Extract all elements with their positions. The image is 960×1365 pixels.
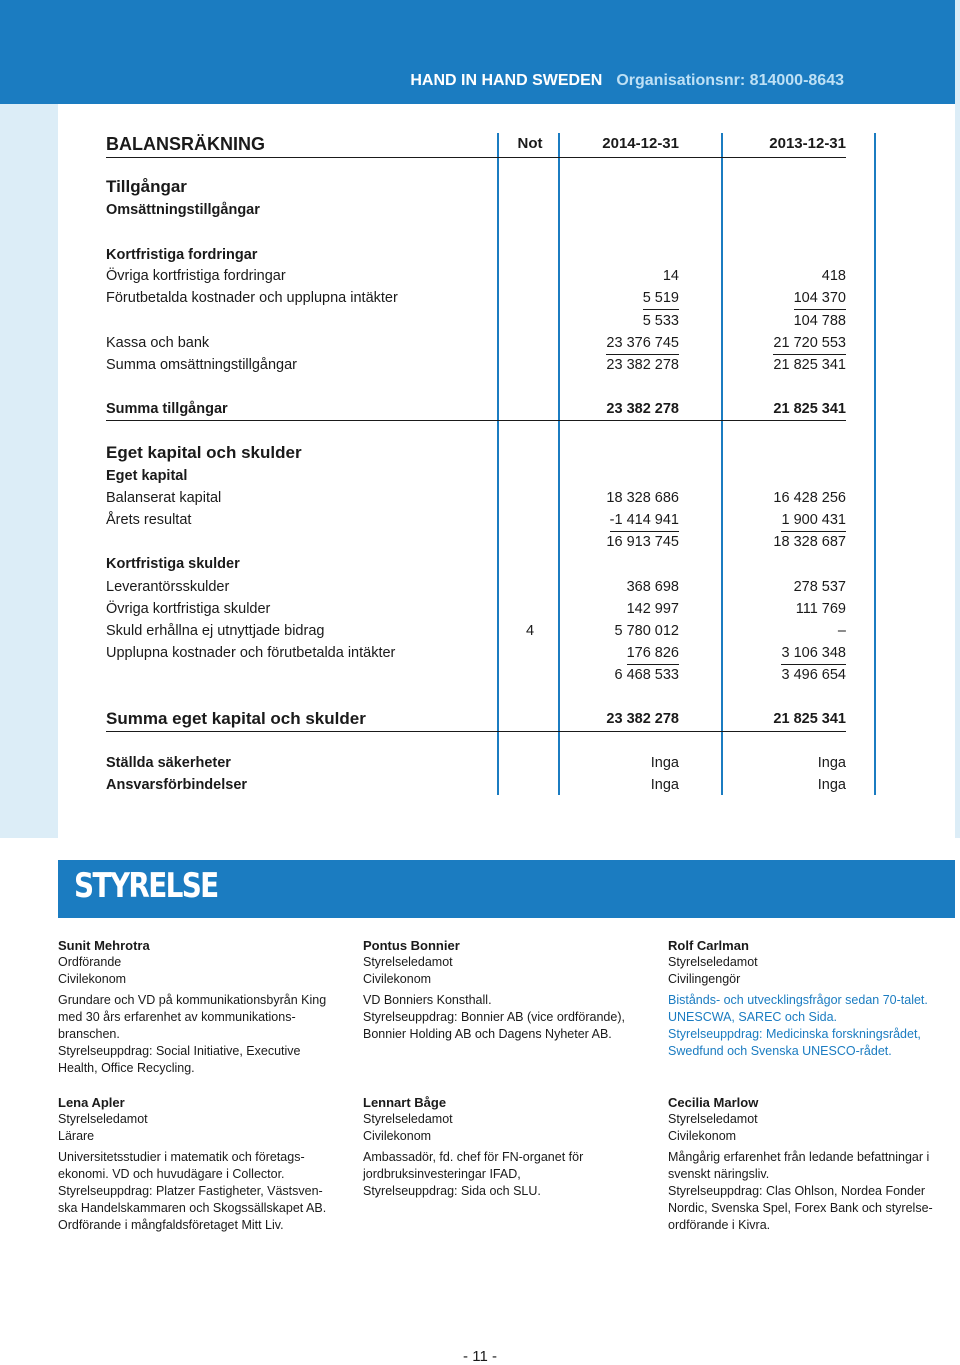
desc-line: Styrelseuppdrag: Clas Ohlson, Nordea Fonder (668, 1184, 926, 1198)
desc-line: Nordic, Svenska Spel, Forex Bank och styrelse- (668, 1201, 933, 1215)
member-name: Sunit Mehrotra (58, 938, 150, 953)
value-2013: 3 106 348 (781, 642, 846, 665)
value-2014: 23 382 278 (606, 711, 679, 727)
value-2013: 1 900 431 (781, 509, 846, 532)
value-2013: 21 720 553 (773, 332, 846, 355)
desc-line: Swedfund och Svenska UNESCO-rådet. (668, 1044, 892, 1058)
value-2013: 278 537 (793, 579, 846, 595)
member-role: Ordförande (58, 955, 122, 969)
member-name: Cecilia Marlow (668, 1095, 759, 1110)
column-divider (497, 133, 499, 795)
member-description (363, 1149, 653, 1200)
row-label: Skuld erhållna ej utnyttjade bidrag (106, 623, 325, 639)
member-education: Civilekonom (668, 1129, 737, 1143)
value-2013: 104 788 (793, 313, 846, 329)
member-education: Lärare (58, 1129, 95, 1143)
member-education: Civilekonom (58, 972, 127, 986)
table-row (106, 664, 846, 686)
member-role: Styrelseledamot (668, 955, 758, 969)
value-2013: 18 328 687 (773, 534, 846, 550)
row-label: Övriga kortfristiga fordringar (106, 268, 286, 284)
row-label: Upplupna kostnader och förutbetalda intäkter (106, 645, 396, 661)
row-label: Årets resultat (106, 512, 192, 528)
member-role: Styrelseledamot (58, 1112, 148, 1126)
member-role: Styrelseledamot (363, 955, 453, 969)
row-label: Ansvarsförbindelser (106, 777, 248, 793)
member-name: Lena Apler (58, 1095, 125, 1110)
value-2014: 5 519 (643, 287, 679, 310)
value-2014: 18 328 686 (606, 490, 679, 506)
table-row (106, 509, 846, 531)
balance-title: BALANSRÄKNING (106, 134, 265, 154)
value-2013: Inga (817, 777, 846, 793)
table-row (106, 620, 846, 642)
row-label: Förutbetalda kostnader och upplupna intäkter (106, 290, 398, 306)
desc-line: Styrelseuppdrag: Medicinska forskningsrådet, (668, 1027, 921, 1041)
row-label: Kassa och bank (106, 335, 210, 351)
col-2013-header: 2013-12-31 (769, 135, 846, 152)
value-2014: 5 780 012 (614, 623, 679, 639)
table-row (106, 265, 846, 287)
value-2014: Inga (650, 755, 679, 771)
value-2013: 3 496 654 (781, 667, 846, 683)
desc-line: UNESCWA, SAREC och Sida. (668, 1010, 838, 1024)
desc-line: VD Bonniers Konsthall. (363, 993, 492, 1007)
value-2013: 21 825 341 (773, 711, 846, 727)
table-row (106, 310, 846, 332)
board-member (363, 937, 653, 1043)
value-2014: 5 533 (642, 313, 679, 329)
table-row (106, 465, 846, 487)
row-label: Leverantörsskulder (106, 579, 230, 595)
desc-line: Universitetsstudier i matematik och företags- (58, 1150, 305, 1164)
table-row (106, 752, 846, 774)
column-divider (874, 133, 876, 795)
value-2013: 111 769 (795, 601, 846, 617)
table-row (106, 553, 846, 575)
member-description (58, 992, 348, 1077)
value-2014: 368 698 (626, 579, 679, 595)
styrelse-title: STYRELSE (74, 866, 218, 906)
value-2013: 16 428 256 (773, 490, 846, 506)
member-description (668, 1149, 958, 1234)
desc-line: Styrelseuppdrag: Social Initiative, Executive (58, 1044, 301, 1058)
table-row (106, 487, 846, 509)
member-name: Rolf Carlman (668, 938, 749, 953)
member-role: Styrelseledamot (363, 1112, 453, 1126)
value-2013: 104 370 (794, 287, 846, 310)
row-label: Övriga kortfristiga skulder (106, 601, 271, 617)
desc-line: Bistånds- och utvecklingsfrågor sedan 70-talet. (668, 993, 928, 1007)
table-row (106, 598, 846, 620)
desc-line: Mångårig erfarenhet från ledande befattningar i (668, 1150, 930, 1164)
row-label: Ställda säkerheter (106, 755, 231, 771)
table-row (106, 332, 846, 354)
desc-line: Bonnier Holding AB och Dagens Nyheter AB. (363, 1027, 612, 1041)
col-not-header: Not (517, 135, 543, 152)
member-education: Civilekonom (363, 1129, 432, 1143)
desc-line: ordförande i Kivra. (668, 1218, 771, 1232)
balance-header-row (106, 131, 846, 157)
table-row (106, 398, 846, 420)
org-name: HAND IN HAND SWEDEN (410, 72, 603, 89)
desc-line: ekonomi. VD och huvudägare i Collector. (58, 1167, 285, 1181)
table-row (106, 642, 846, 664)
value-2013: 418 (821, 268, 846, 284)
table-row (106, 774, 846, 796)
member-description (668, 992, 958, 1060)
value-2014: 23 376 745 (606, 332, 679, 355)
desc-line: Styrelseuppdrag: Sida och SLU. (363, 1184, 541, 1198)
value-2013: Inga (817, 755, 846, 771)
desc-line: med 30 års erfarenhet av kommunikations- (58, 1010, 296, 1024)
desc-line: branschen. (58, 1027, 120, 1041)
desc-line: Grundare och VD på kommunikationsbyrån King (58, 993, 327, 1007)
desc-line: ska Handelskammaren och Skogssällskapet AB. (58, 1201, 327, 1215)
member-education: Civilingengör (668, 972, 741, 986)
member-education: Civilekonom (363, 972, 432, 986)
table-row (106, 707, 846, 731)
board-member (668, 937, 958, 1060)
header-text (410, 72, 844, 90)
value-2014: 6 468 533 (614, 667, 679, 683)
value-2014: 14 (662, 268, 679, 284)
value-2014: 16 913 745 (606, 534, 679, 550)
desc-line: Health, Office Recycling. (58, 1061, 195, 1075)
value-2014: 23 382 278 (606, 401, 679, 417)
row-label: Omsättningstillgångar (106, 202, 260, 218)
value-2013: – (837, 623, 846, 639)
member-description (363, 992, 653, 1043)
member-name: Pontus Bonnier (363, 938, 460, 953)
row-label: Summa eget kapital och skulder (106, 709, 366, 728)
desc-line: Ambassadör, fd. chef för FN-organet för (363, 1150, 584, 1164)
row-label: Summa tillgångar (106, 401, 228, 417)
value-2014: 142 997 (626, 601, 679, 617)
row-underline (106, 731, 846, 732)
member-role: Styrelseledamot (668, 1112, 758, 1126)
page-number: - 11 - (463, 1348, 497, 1365)
board-member (58, 937, 348, 1077)
row-label: Kortfristiga fordringar (106, 247, 258, 263)
org-number: Organisationsnr: 814000-8643 (616, 72, 844, 89)
desc-line: Styrelseuppdrag: Platzer Fastigheter, Västsven- (58, 1184, 323, 1198)
value-2014: Inga (650, 777, 679, 793)
header-underline (106, 157, 846, 158)
value-2014: -1 414 941 (610, 509, 679, 532)
board-member (668, 1094, 958, 1234)
desc-line: jordbruksinvesteringar IFAD, (363, 1167, 521, 1181)
row-label: Kortfristiga skulder (106, 556, 240, 572)
board-member (58, 1094, 348, 1234)
table-row (106, 199, 846, 221)
board-member (363, 1094, 653, 1200)
value-2013: 21 825 341 (773, 401, 846, 417)
member-description (58, 1149, 348, 1234)
row-label: Eget kapital (106, 468, 188, 484)
row-label: Eget kapital och skulder (106, 443, 302, 462)
value-2014: 23 382 278 (606, 357, 679, 373)
column-divider (558, 133, 560, 795)
table-row (106, 531, 846, 553)
value-2014: 176 826 (627, 642, 679, 665)
row-label: Balanserat kapital (106, 490, 222, 506)
table-row (106, 287, 846, 309)
value-2013: 21 825 341 (773, 357, 846, 373)
note-ref: 4 (525, 623, 535, 639)
col-2014-header: 2014-12-31 (602, 135, 679, 152)
member-name: Lennart Båge (363, 1095, 447, 1110)
row-label: Summa omsättningstillgångar (106, 357, 298, 373)
desc-line: Ordförande i mångfaldsföretaget Mitt Liv. (58, 1218, 284, 1232)
desc-line: Styrelseuppdrag: Bonnier AB (vice ordförande), (363, 1010, 625, 1024)
column-divider (721, 133, 723, 795)
desc-line: svenskt näringsliv. (668, 1167, 770, 1181)
table-row (106, 244, 846, 266)
table-row (106, 354, 846, 376)
row-underline (106, 420, 846, 421)
table-row (106, 176, 846, 198)
table-row (106, 442, 846, 464)
row-label: Tillgångar (106, 177, 187, 196)
table-row (106, 576, 846, 598)
